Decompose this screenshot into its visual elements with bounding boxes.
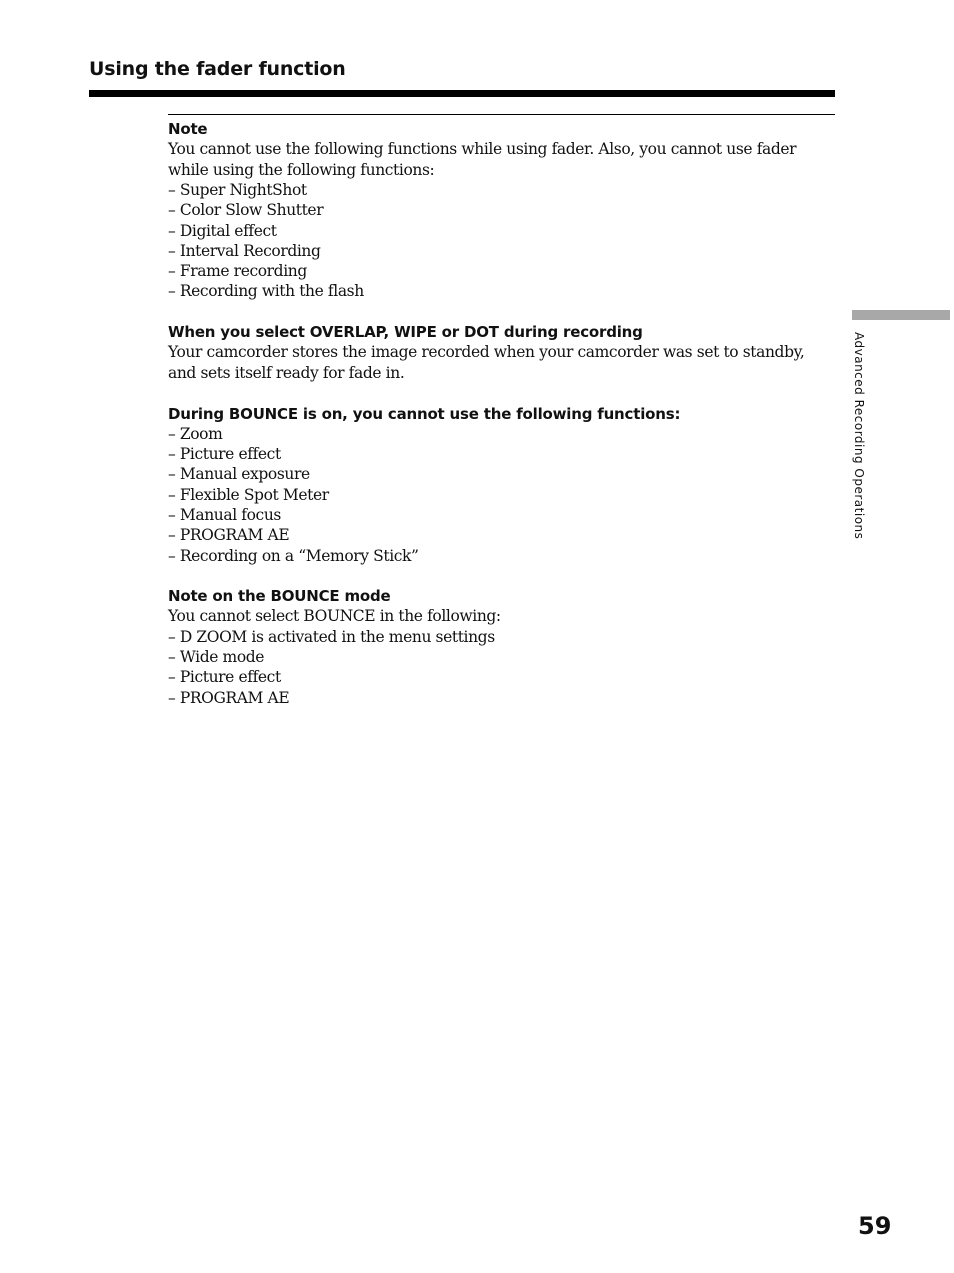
- list-item: – Recording with the flash: [168, 282, 364, 301]
- overlap-title: When you select OVERLAP, WIPE or DOT during recording: [168, 323, 643, 342]
- heading-rule: [89, 90, 835, 97]
- bounce-on-title: During BOUNCE is on, you cannot use the following functions:: [168, 404, 681, 423]
- list-item: – Wide mode: [168, 648, 265, 667]
- section-gap: [168, 302, 835, 323]
- list-item: – Flexible Spot Meter: [168, 485, 329, 504]
- side-tab-label: Advanced Recording Operations: [852, 332, 866, 540]
- list-item: – Recording on a “Memory Stick”: [168, 546, 419, 565]
- note-list: [168, 180, 835, 302]
- note-rule: [168, 114, 835, 115]
- list-item: – PROGRAM AE: [168, 688, 290, 707]
- list-item: – Frame recording: [168, 262, 307, 281]
- list-item: – Manual focus: [168, 505, 281, 524]
- list-item: – Zoom: [168, 424, 223, 443]
- bounce-mode-title: Note on the BOUNCE mode: [168, 587, 391, 606]
- note-title: Note: [168, 120, 208, 138]
- list-item: – D ZOOM is activated in the menu settings: [168, 627, 495, 646]
- list-item: – Super NightShot: [168, 181, 307, 199]
- bounce-mode-section: [168, 586, 835, 708]
- page-number: 59: [858, 1212, 892, 1240]
- bounce-mode-text: You cannot select BOUNCE in the following:: [168, 607, 501, 626]
- list-item: – Manual exposure: [168, 465, 310, 484]
- list-item: – PROGRAM AE: [168, 526, 290, 545]
- bounce-on-section: [168, 404, 835, 566]
- overlap-text: Your camcorder stores the image recorded when your camcorder was set to standby, and sets itself ready for fade in.: [168, 343, 805, 382]
- note-section: [168, 119, 835, 302]
- page-content: [168, 114, 835, 708]
- page-heading: Using the fader function: [89, 58, 346, 80]
- section-gap: [168, 383, 835, 404]
- section-gap: [168, 566, 835, 587]
- bounce-mode-list: [168, 627, 835, 708]
- bounce-on-list: [168, 424, 835, 566]
- list-item: – Interval Recording: [168, 241, 321, 260]
- side-tab-marker: [852, 310, 950, 320]
- list-item: – Picture effect: [168, 445, 281, 464]
- list-item: – Digital effect: [168, 221, 277, 240]
- list-item: – Color Slow Shutter: [168, 201, 324, 220]
- overlap-section: [168, 322, 835, 383]
- note-text: You cannot use the following functions while using fader. Also, you cannot use fader while using the following functions:: [168, 140, 797, 179]
- list-item: – Picture effect: [168, 668, 281, 687]
